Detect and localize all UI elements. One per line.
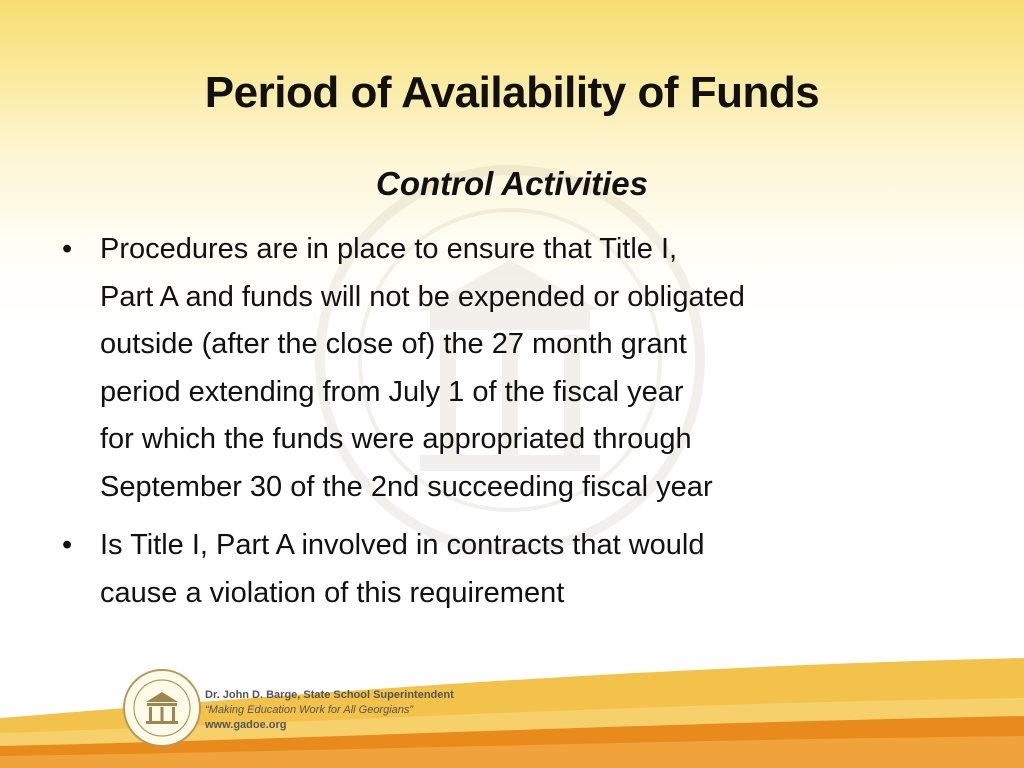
slide-title: Period of Availability of Funds xyxy=(204,68,820,117)
bullet-icon: • xyxy=(62,529,73,561)
bullet-line: Is Title I, Part A involved in contracts that would xyxy=(100,529,705,561)
bullet-list xyxy=(60,226,960,617)
bullet-line: for which the funds were appropriated through xyxy=(100,423,692,455)
bullet-line: Procedures are in place to ensure that Title I, xyxy=(100,233,678,265)
georgia-doe-seal-icon xyxy=(122,668,202,748)
superintendent-line: Dr. John D. Barge, State School Superintendent xyxy=(205,689,454,701)
bullet-item xyxy=(60,522,960,617)
website-link[interactable]: www.gadoe.org xyxy=(205,719,287,731)
bullet-line: Part A and funds will not be expended or obligated xyxy=(100,280,745,313)
bullet-item xyxy=(60,226,960,511)
bullet-line: cause a violation of this requirement xyxy=(100,576,565,609)
slogan-line: “Making Education Work for All Georgians” xyxy=(205,704,414,716)
bullet-line: September 30 of the 2nd succeeding fiscal year xyxy=(100,470,713,503)
bullet-line: period extending from July 1 of the fiscal year xyxy=(100,375,684,408)
footer-text xyxy=(205,688,454,733)
bullet-icon: • xyxy=(62,233,73,265)
slide-subtitle: Control Activities xyxy=(376,165,648,202)
bullet-line: outside (after the close of) the 27 month grant xyxy=(100,328,687,360)
